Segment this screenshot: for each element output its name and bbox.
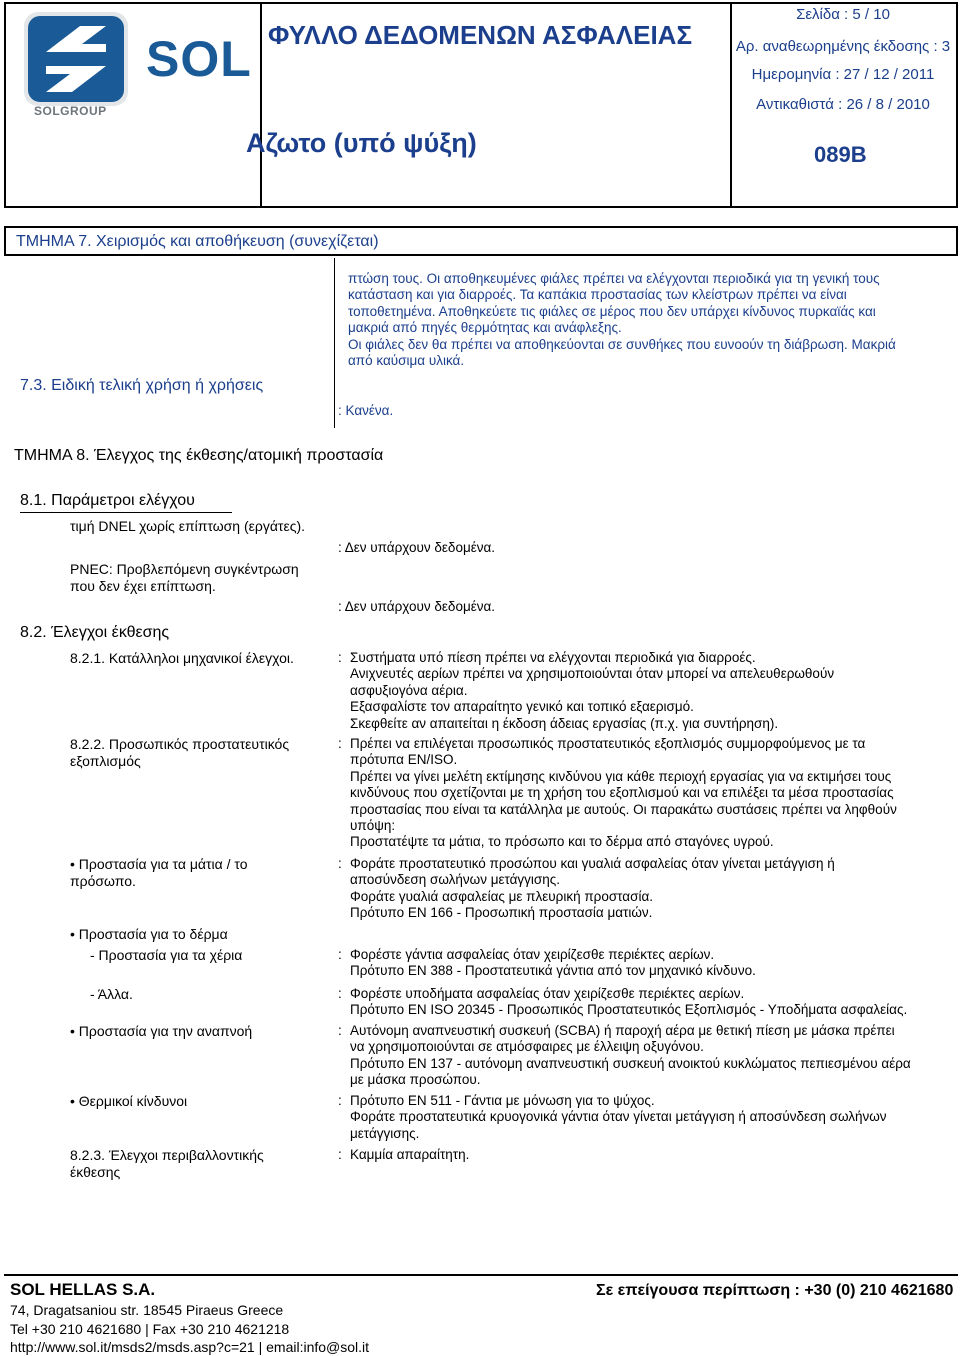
replaces-date: Αντικαθιστά : 26 / 8 / 2010 [756,96,930,113]
pnec-value: : Δεν υπάρχουν δεδομένα. [338,599,496,614]
footer-company: SOL HELLAS S.A. [10,1280,156,1299]
text-line: πτώση τους. Οι αποθηκευμένες φιάλες πρέπει να ελέγχονται περιοδικά για τη γενική τους [348,271,880,286]
footer-address: 74, Dragatsaniou str. 18545 Piraeus Greece [10,1302,284,1318]
text-line: Οι φιάλες δεν θα πρέπει να αποθηκεύονται σε συνθήκες που ευνοούν τη διάβρωση. Μακριά [348,336,896,352]
colon: : [338,1147,342,1162]
text-line: Φοράτε γυαλιά ασφαλείας με πλευρική προστασία. [350,888,653,904]
subsection-underline [20,512,232,513]
ppe-label-1: 8.2.2. Προσωπικός προστατευτικός [70,736,290,752]
text-line: κινδύνους που σχετίζονται με τη χρήση του εξοπλισμού και να επιλέξει τα μέσα προστασίας [350,785,894,801]
text-line: προστασίας που είναι τα κατάλληλα με αυτούς. Οι παρακάτω συστάσεις πρέπει να ληφθούν [350,801,897,817]
section-8-title: ΤΜΗΜΑ 8. Έλεγχος της έκθεσης/ατομική προστασία [14,447,384,464]
text-line: Συστήματα υπό πίεση πρέπει να ελέγχονται περιοδικά για διαρροές. [350,650,756,665]
text-line: Πρέπει να γίνει μελέτη εκτίμησης κινδύνου για κάθε περιοχή εργασίας για να εκτιμήσει τους [350,768,892,784]
text-line: με μάσκα προσώπου. [350,1072,481,1088]
text-line: Πρέπει να επιλέγεται προσωπικός προστατευτικός εξοπλισμός συμμορφούμενος με τα [350,736,866,751]
eye-protection-text [350,856,955,922]
env-controls-text [350,1147,955,1163]
colon: : [338,1093,342,1108]
ppe-text [350,736,955,851]
text-line: κατάσταση και για διαρροές. Τα καπάκια προστασίας των κλείστρων πρέπει να είναι [348,287,847,303]
text-line: Φορέστε γάντια ασφαλείας όταν χειρίζεσθε περιέκτες αερίων. [350,947,715,962]
revision-number: Αρ. αναθεωρημένης έκδοσης : 3 [735,38,951,55]
page-number: Σελίδα : 5 / 10 [796,6,890,23]
text-line: Ανιχνευτές αερίων πρέπει να χρησιμοποιούνται όταν μπορεί να απελευθερωθούν [350,666,835,682]
dnel-label: τιμή DNEL χωρίς επίπτωση (εργάτες). [70,518,305,534]
respiratory-protection-label: • Προστασία για την αναπνοή [70,1023,253,1039]
text-line: Πρότυπο EN 166 - Προσωπική προστασία ματιών. [350,905,653,921]
footer-rule [4,1274,958,1276]
logo-wordmark: SOL [146,31,252,87]
text-line: μετάγγισης. [350,1125,420,1141]
text-line: αποσύνδεση σωλήνων μετάγγισης. [350,872,561,888]
text-line: Αυτόνομη αναπνευστική συσκευή (SCBA) ή παροχή αέρα με θετική πίεση με μάσκα πρέπει [350,1023,895,1038]
text-line: υπόψη: [350,818,396,834]
env-controls-label-1: 8.2.3. Έλεγχοι περιβαλλοντικής [70,1147,264,1163]
text-line: Φοράτε προστατευτικά κρυογονικά γάντια όταν γίνεται μετάγγιση ή αποσύνδεση σωλήνων [350,1109,887,1125]
respiratory-protection-text [350,1023,955,1089]
text-line: να χρησιμοποιούνται σε ατμόσφαιρες με έλλειψη οξυγόνου. [350,1039,704,1055]
column-divider [334,258,335,428]
colon: : [338,650,342,665]
sol-logo-icon [24,12,128,106]
hand-protection-text [350,947,955,980]
text-line: ασφυξιογόνα αέρια. [350,682,468,698]
colon: : [338,1023,342,1038]
section-7-bar [4,226,958,256]
footer-web-link[interactable]: http://www.sol.it/msds2/msds.asp?c=21 | email:info@sol.it [10,1339,370,1355]
engineering-controls-label: 8.2.1. Κατάλληλοι μηχανικοί έλεγχοι. [70,650,294,666]
section-7-title: ΤΜΗΜΑ 7. Χειρισμός και αποθήκευση (συνεχίζεται) [16,233,379,250]
dnel-value: : Δεν υπάρχουν δεδομένα. [338,540,496,555]
section-7-continued-text [348,271,953,369]
document-title: ΦΥΛΛΟ ΔΕΔΟΜΕΝΩΝ ΑΣΦΑΛΕΙΑΣ [268,20,693,50]
pnec-label-1: PNEC: Προβλεπόμενη συγκέντρωση [70,561,299,577]
other-protection-label: - Άλλα. [90,986,133,1002]
colon: : [338,986,342,1001]
eye-protection-label-2: πρόσωπο. [70,873,136,889]
emergency-phone: Σε επείγουσα περίπτωση : +30 (0) 210 4621680 [596,1282,954,1299]
eye-protection-label-1: • Προστασία για τα μάτια / το [70,856,248,872]
text-line: Καμμία απαραίτητη. [350,1147,470,1162]
thermal-hazards-label: • Θερμικοί κίνδυνοι [70,1093,188,1109]
colon: : [338,856,342,871]
product-name: Αζωτο (υπό ψύξη) [246,128,477,158]
revision-date: Ημερομηνία : 27 / 12 / 2011 [751,66,935,83]
hand-protection-label: - Προστασία για τα χέρια [90,947,243,963]
text-line: Εξασφαλίστε τον απαραίτητο γενικό και τοπικό εξαερισμό. [350,699,694,715]
skin-protection-label: • Προστασία για το δέρμα [70,926,228,942]
text-line: από καύσιμα υλικά. [348,353,465,369]
logo-group-text: SOLGROUP [34,104,107,118]
pnec-label-2: που δεν έχει επίπτωση. [70,578,216,594]
text-line: τοποθετημένα. Αποθηκεύετε τις φιάλες σε μέρος που δεν υπάρχει κίνδυνος πυρκαϊάς και [348,303,876,319]
other-protection-text [350,986,955,1019]
text-line: Πρότυπο EN 511 - Γάντια με μόνωση για το ψύχος. [350,1093,655,1108]
text-line: Φορέστε υποδήματα ασφαλείας όταν χειρίζεσθε περιέκτες αερίων. [350,986,745,1001]
text-line: Πρότυπο EN 137 - αυτόνομη αναπνευστική συσκευή ανοικτού κυκλώματος πεπιεσμένου αέρα [350,1055,911,1071]
text-line: μακριά από πηγές θερμότητας και ανάφλεξης. [348,320,622,336]
subsection-7-3-label: 7.3. Ειδική τελική χρήση ή χρήσεις [20,377,264,394]
colon: : [338,947,342,962]
thermal-hazards-text [350,1093,955,1142]
subsection-8-2-label: 8.2. Έλεγχοι έκθεσης [20,624,170,641]
ppe-label-2: εξοπλισμός [70,753,141,769]
text-line: Φοράτε προστατευτικό προσώπου και γυαλιά ασφαλείας όταν γίνεται μετάγγιση ή [350,856,835,871]
footer-phone: Tel +30 210 4621680 | Fax +30 210 4621218 [10,1321,290,1337]
text-line: Σκεφθείτε αν απαιτείται η έκδοση άδειας εργασίας (π.χ. για συντήρηση). [350,715,779,731]
text-line: Πρότυπο EN ISO 20345 - Προσωπικός Προστατευτικός Εξοπλισμός - Υποδήματα ασφαλείας. [350,1002,908,1018]
subsection-7-3-value: : Κανένα. [338,403,394,418]
company-logo [12,8,262,126]
text-line: Πρότυπο EN 388 - Προστατευτικά γάντια από τον μηχανικό κίνδυνο. [350,963,756,979]
subsection-8-1-label: 8.1. Παράμετροι ελέγχου [20,492,195,509]
env-controls-label-2: έκθεσης [70,1164,121,1180]
text-line: πρότυπα EN/ISO. [350,752,458,768]
text-line: Προστατέψτε τα μάτια, το πρόσωπο και το δέρμα από σταγόνες υγρού. [350,834,774,850]
colon: : [338,736,342,751]
engineering-controls-text [350,650,955,732]
product-code: 089B [814,142,867,167]
